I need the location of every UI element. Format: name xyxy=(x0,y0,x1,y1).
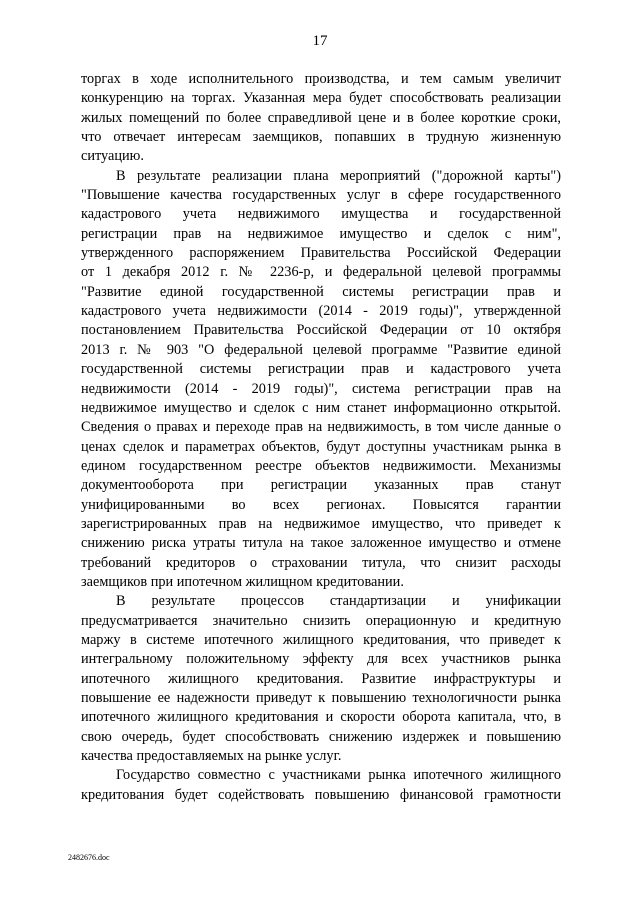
paragraph-2 xyxy=(81,167,561,593)
text-line: В результате реализации плана мероприятий ("дорожной карты") xyxy=(116,167,561,184)
text-line: государственной системы регистрации прав и кадастрового учета xyxy=(81,361,561,378)
text-line: недвижимое имущество и сделок с ним станет информационно открытой. xyxy=(81,399,561,416)
text-line: свою очередь, будет способствовать снижению издержек и повышению xyxy=(81,728,561,745)
text-line: ипотечного жилищного кредитования и скорости оборота капитала, что, в xyxy=(81,709,561,726)
paragraph-3 xyxy=(81,592,561,766)
text-line: жилых помещений по более справедливой цене и в более короткие сроки, xyxy=(81,109,561,126)
text-line: ипотечного жилищного кредитования. Развитие инфраструктуры и xyxy=(81,670,561,687)
page-number: 17 xyxy=(312,33,328,49)
text-line: кадастрового учета недвижимости (2014 - 2019 годы)", утвержденной xyxy=(81,303,561,320)
text-line: интегральному положительному эффекту для всех участников рынка xyxy=(81,651,561,668)
paragraph-1 xyxy=(81,70,561,167)
text-line: торгах в ходе исполнительного производства, и тем самым увеличит xyxy=(81,71,561,87)
text-line: В результате процессов стандартизации и унификации xyxy=(116,593,561,610)
text-line: кадастрового учета недвижимого имущества и государственной xyxy=(81,206,561,223)
text-line: 2013 г. № 903 "О федеральной целевой программе "Развитие единой xyxy=(81,341,561,358)
text-line: постановлением Правительства Российской Федерации от 10 октября xyxy=(81,322,561,339)
text-line: регистрации прав на недвижимое имущество и сделок с ним", xyxy=(81,225,561,242)
paragraph-4 xyxy=(81,766,561,805)
text-line: ситуацию. xyxy=(81,148,144,165)
text-line: от 1 декабря 2012 г. № 2236-р, и федеральной целевой программы xyxy=(81,264,561,281)
text-line: Государство совместно с участниками рынка ипотечного жилищного xyxy=(116,767,561,784)
text-line: унифицированными во всех регионах. Повысятся гарантии xyxy=(81,496,561,513)
text-line: конкуренцию на торгах. Указанная мера будет способствовать реализации xyxy=(81,90,561,107)
text-line: снижению риска утраты титула на такое заложенное имущество и отмене xyxy=(81,535,561,552)
footer-filename: 2482676.doc xyxy=(68,853,110,862)
text-line: утвержденного распоряжением Правительства Российской Федерации xyxy=(81,245,561,262)
text-line: недвижимости (2014 - 2019 годы)", система регистрации прав на xyxy=(81,380,561,397)
text-line: зарегистрированных прав на недвижимое имущество, что приведет к xyxy=(81,515,561,532)
text-line: повышение ее надежности приведут к повышению технологичности рынка xyxy=(81,690,561,706)
text-line: "Развитие единой государственной системы регистрации прав и xyxy=(81,283,561,300)
text-line: качества предоставляемых на рынке услуг. xyxy=(81,748,342,765)
text-line: "Повышение качества государственных услуг в сфере государственного xyxy=(81,187,561,204)
text-line: требований кредиторов о страховании титула, что снизит расходы xyxy=(81,554,561,571)
text-line: документооборота при регистрации указанных прав станут xyxy=(81,477,561,494)
text-line: что отвечает интересам заемщиков, попавших в трудную жизненную xyxy=(81,129,561,146)
text-line: заемщиков при ипотечном жилищном кредитовании. xyxy=(81,573,404,590)
document-body xyxy=(81,70,561,805)
text-line: едином государственном реестре объектов недвижимости. Механизмы xyxy=(81,457,561,474)
text-line: предусматривается значительно снизить операционную и кредитную xyxy=(81,612,561,629)
text-line: кредитования будет содействовать повышению финансовой грамотности xyxy=(81,786,561,803)
text-line: Сведения о правах и переходе прав на недвижимость, в том числе данные о xyxy=(81,419,561,436)
text-line: маржу в системе ипотечного жилищного кредитования, что приведет к xyxy=(81,631,561,648)
text-line: ценах сделок и параметрах объектов, будут доступны участникам рынка в xyxy=(81,438,561,455)
